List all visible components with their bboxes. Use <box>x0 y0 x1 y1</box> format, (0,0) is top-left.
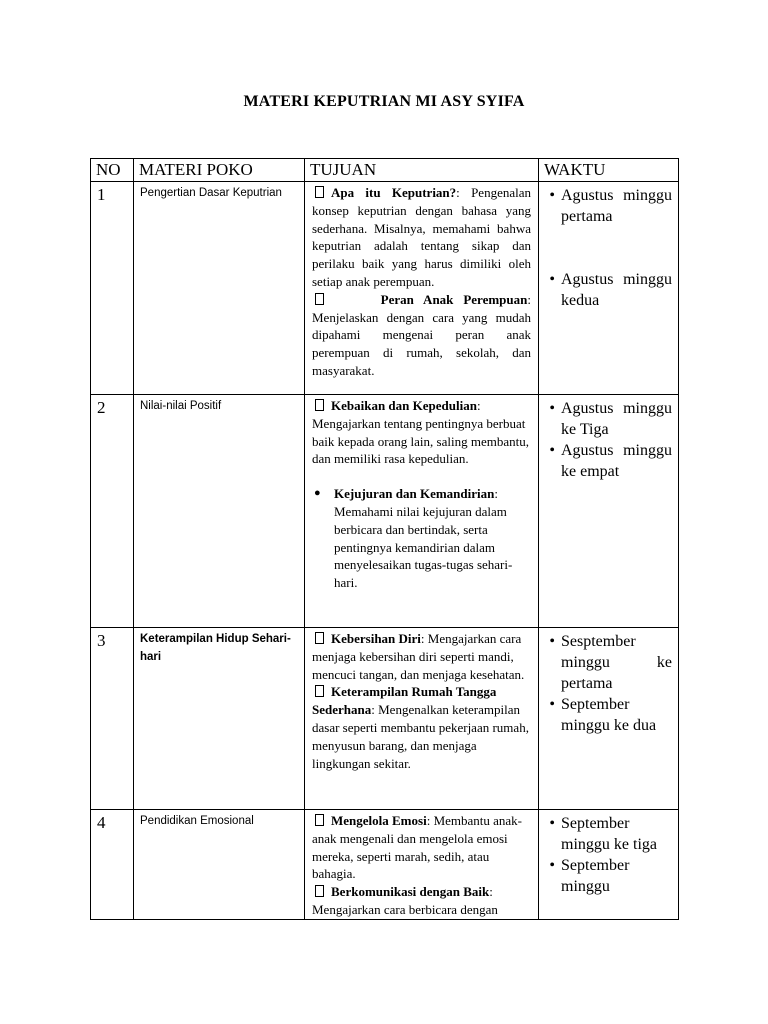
tujuan-sep: : <box>476 398 481 413</box>
waktu-item: • Agustus minggu ke empat <box>561 440 672 482</box>
tujuan-text: Mengajarkan tentang pentingnya berbuat baik kepada orang lain, saling membantu, dan memiliki rasa kepedulian. <box>312 415 529 467</box>
tujuan-sep: : <box>494 486 498 502</box>
row-number: 2 <box>91 395 134 628</box>
waktu-cell <box>539 810 679 920</box>
row-number: 3 <box>91 628 134 810</box>
tujuan-text: Menjelaskan dengan cara yang mudah dipahami mengenai peran anak perempuan di rumah, sekolah, dan masyarakat. <box>312 309 531 378</box>
tujuan-item <box>312 291 531 380</box>
tujuan-text: Membantu anak-anak mengenali dan mengelola emosi mereka, seperti marah, sedih, atau bahagia. <box>312 813 523 882</box>
tujuan-sep: : <box>456 185 460 200</box>
waktu-item: • September minggu ke tiga <box>561 813 672 855</box>
tujuan-text: Mengenalkan keterampilan dasar seperti membantu pekerjaan rumah, menyusun barang, dan menjaga lingkungan sekitar. <box>312 702 529 771</box>
bullet-icon: ● <box>314 487 321 500</box>
table-row <box>91 395 679 628</box>
row-number: 1 <box>91 182 134 395</box>
waktu-item: • Agustus minggu kedua <box>561 269 672 311</box>
row-number: 4 <box>91 810 134 920</box>
tujuan-item <box>312 630 531 683</box>
tujuan-term: Kebersihan Diri <box>331 631 421 646</box>
tujuan-text: Mengajarkan cara menjaga kebersihan diri seperti mandi, mencuci tangan, dan menjaga kesehatan. <box>312 631 525 682</box>
waktu-cell <box>539 182 679 395</box>
checkbox-glyph-icon <box>315 632 324 644</box>
waktu-item: • Agustus minggu pertama <box>561 185 672 227</box>
header-no: NO <box>91 159 134 182</box>
tujuan-item <box>312 812 531 883</box>
tujuan-item <box>312 184 531 291</box>
tujuan-text: Pengenalan konsep keputrian dengan bahasa yang sederhana. Misalnya, memahami bahwa keputrian adalah tentang sikap dan perilaku baik yang harus dimiliki oleh setiap anak perempuan. <box>312 185 531 289</box>
header-materi: MATERI POKO <box>134 159 305 182</box>
table-row <box>91 628 679 810</box>
tujuan-text: Mengajarkan cara berbicara dengan <box>312 901 498 917</box>
document-title: MATERI KEPUTRIAN MI ASY SYIFA <box>243 93 525 110</box>
materi-cell: Pendidikan Emosional <box>134 810 305 920</box>
tujuan-sep: : <box>420 631 425 646</box>
waktu-item: • Sesptember minggu ke pertama <box>561 631 672 694</box>
tujuan-item <box>312 683 531 772</box>
table-header-row <box>91 159 679 182</box>
tujuan-term: Keterampilan Rumah Tangga Sederhana <box>312 684 497 718</box>
tujuan-sep: : <box>426 813 431 828</box>
checkbox-glyph-icon <box>315 685 324 697</box>
waktu-item: • Agustus minggu ke Tiga <box>561 398 672 440</box>
tujuan-item <box>312 397 531 468</box>
tujuan-sep: : <box>371 702 375 718</box>
checkbox-glyph-icon <box>315 399 324 411</box>
materi-cell: Keterampilan Hidup Sehari-hari <box>134 628 305 810</box>
tujuan-cell <box>305 628 539 810</box>
header-waktu: WAKTU <box>539 159 679 182</box>
tujuan-sep: : <box>527 291 531 307</box>
tujuan-text: Memahami nilai kejujuran dalam berbicara dan bertindak, serta pentingnya kemandirian dalam menyelesaikan tugas-tugas sehari-hari. <box>334 503 513 591</box>
table-row <box>91 810 679 920</box>
checkbox-glyph-icon <box>315 293 324 305</box>
tujuan-cell <box>305 810 539 920</box>
waktu-item: • September minggu ke dua <box>561 694 672 736</box>
tujuan-term: Peran Anak Perempuan <box>380 291 528 307</box>
materi-cell: Nilai-nilai Positif <box>134 395 305 628</box>
tujuan-term: Kejujuran dan Kemandirian <box>334 486 495 502</box>
waktu-cell <box>539 395 679 628</box>
tujuan-item <box>312 883 531 919</box>
materi-table <box>90 158 679 920</box>
tujuan-sep: : <box>489 884 493 900</box>
checkbox-glyph-icon <box>315 885 324 897</box>
tujuan-term: Mengelola Emosi <box>331 813 427 828</box>
tujuan-term: Kebaikan dan Kepedulian <box>331 398 477 413</box>
checkbox-glyph-icon <box>315 186 324 198</box>
header-tujuan: TUJUAN <box>305 159 539 182</box>
waktu-item: • September minggu <box>561 855 672 897</box>
tujuan-term: Berkomunikasi dengan Baik <box>331 884 490 900</box>
checkbox-glyph-icon <box>315 814 324 826</box>
tujuan-cell <box>305 395 539 628</box>
waktu-cell <box>539 628 679 810</box>
tujuan-term: Apa itu Keputrian? <box>331 185 457 200</box>
table-row <box>91 182 679 395</box>
tujuan-item <box>312 485 531 592</box>
tujuan-cell <box>305 182 539 395</box>
materi-cell: Pengertian Dasar Keputrian <box>134 182 305 395</box>
